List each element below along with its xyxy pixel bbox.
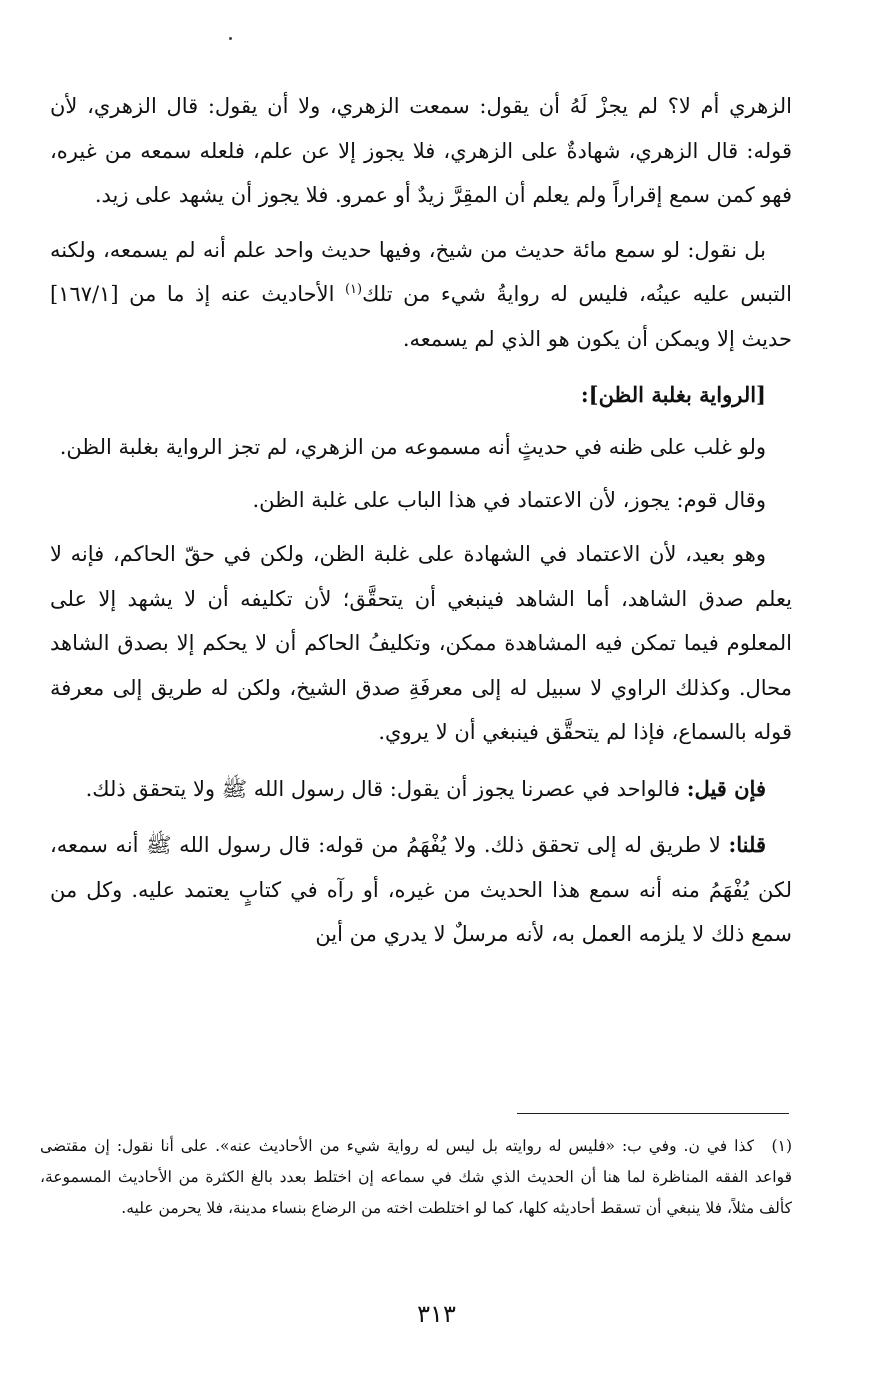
footnote-divider xyxy=(517,1113,789,1114)
footnote-text: كذا في ن. وفي ب: «فليس له روايته بل ليس له رواية شيء من الأحاديث عنه». على أنا نقول: إن مقتضى قواعد الفقه المناظرة لما هنا أن الحديث الذي شك في سماعه إن اختلط بعدد بالغ الكثرة من الأحاديث المسموعة، كألف مثلاً، فلا ينبغي أن تسقط أحاديثه كلها، كما لو اختلطت اخته من الرضاع بنساء مدينة، فلا يحرمن عليه. xyxy=(40,1137,792,1217)
paragraph-7 xyxy=(50,823,792,957)
footnotes xyxy=(40,1131,792,1224)
paragraph-2-part-b: الأحاديث عنه إذ ما من [١٦٧/١] حديث إلا ويمكن أن يكون هو الذي لم يسمعه. xyxy=(50,282,792,351)
paragraph-6-text: فالواحد في عصرنا يجوز أن يقول: قال رسول الله ﷺ ولا يتحقق ذلك. xyxy=(85,776,687,801)
section-heading: [الرواية بغلبة الظن]: xyxy=(580,382,766,407)
paragraph-5: وهو بعيد، لأن الاعتماد في الشهادة على غلبة الظن، ولكن في حقّ الحاكم، فإنه لا يعلم صدق الشاهد، أما الشاهد فينبغي أن يتحقَّق؛ لأن تكليفه أن لا يشهد إلا على المعلوم فيما تمكن فيه المشاهدة ممكن، وتكليفُ الحاكم أن لا يحكم إلا بصدق الشاهد محال. وكذلك الراوي لا سبيل له إلى معرفَةِ صدق الشيخ، ولكن له طريق إلى معرفة قوله بالسماع، فإذا لم يتحقَّق فينبغي أن لا يروي. xyxy=(50,542,792,744)
objection-lead: فإن قيل: xyxy=(686,775,766,801)
footnote-1 xyxy=(40,1131,792,1224)
paragraph-6 xyxy=(50,767,792,812)
paragraph-7-text: لا طريق له إلى تحقق ذلك. ولا يُفْهَمُ من قوله: قال رسول الله ﷺ أنه سمعه، لكن يُفْهَمُ منه أنه سمع هذا الحديث من غيره، أو رآه في كتابٍ يعتمد عليه. وكل من سمع ذلك لا يلزمه العمل به، لأنه مرسلٌ لا يدري من أين xyxy=(50,833,792,946)
paragraph-4: وقال قوم: يجوز، لأن الاعتماد في هذا الباب على غلبة الظن. xyxy=(252,487,766,512)
footnote-reference[interactable]: (١) xyxy=(344,282,363,297)
paragraph-3: ولو غلب على ظنه في حديثٍ أنه مسموعه من الزهري، لم تجز الرواية بغلبة الظن. xyxy=(59,435,766,459)
scan-speck xyxy=(229,37,232,40)
paragraph-2 xyxy=(50,228,792,362)
reply-lead: قلنا: xyxy=(728,832,766,857)
paragraph-1: الزهري أم لا؟ لم يجزْ لَهُ أن يقول: سمعت الزهري، ولا أن يقول: قال الزهري، لأن قوله: قال الزهري، شهادةٌ على الزهري، فلا يجوز إلا عن علم، فلعله سمعه من غيره، فهو كمن سمع إقراراً ولم يعلم أن المقِرَّ زيدٌ أو عمرو. فلا يجوز أن يشهد على زيد. xyxy=(50,94,792,207)
page-number: ٣١٣ xyxy=(417,1300,456,1328)
paragraph-2-part-a: بل نقول: لو سمع مائة حديث من شيخ، وفيها حديث واحد علم أنه لم يسمعه، ولكنه التبس عليه عينُه، فليس له روايةُ شيء من تلك xyxy=(50,237,792,306)
footnote-number: (١) xyxy=(771,1137,792,1155)
main-text xyxy=(50,84,792,957)
